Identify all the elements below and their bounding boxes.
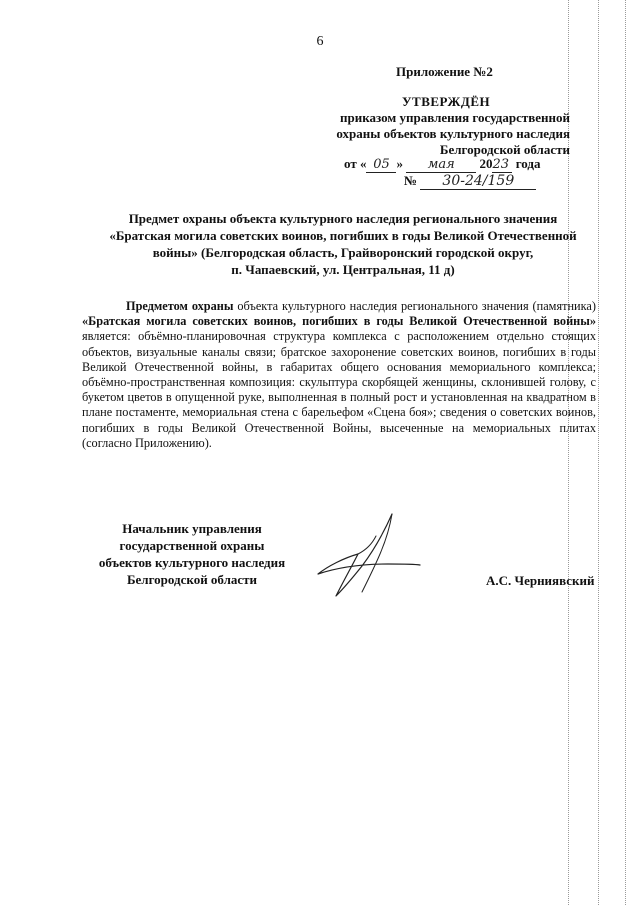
page-edge-line <box>625 0 626 905</box>
signatory-title-line: государственной охраны <box>119 538 265 553</box>
appendix-label: Приложение №2 <box>396 64 493 79</box>
date-year-handwritten: 23 <box>492 157 512 173</box>
signer-name: А.С. Черниявский <box>486 573 595 588</box>
handwritten-signature <box>314 510 424 602</box>
order-prefix: № <box>404 173 421 188</box>
date-prefix: от « <box>344 156 367 171</box>
order-number-handwritten: 30-24/159 <box>420 173 536 190</box>
body-text-part: объекта культурного наследия регионального значения (памятника) <box>233 299 596 313</box>
order-number <box>404 173 536 190</box>
date-suffix: года <box>512 156 541 171</box>
page-edge-line <box>598 0 599 905</box>
date-day-handwritten: 05 <box>366 157 396 173</box>
title-line: Предмет охраны объекта культурного наследия регионального значения <box>128 211 558 226</box>
body-text-part: является: объёмно-планировочная структура комплекса с расположением отдельно стоящих объектов, визуальные каналы связи; братское захоронение советских воинов, погибших в годы Великой Отечественной войны, в габаритах общего основания мемориального комплекса; объёмно-пространственная композиция: скульптура скорбящей женщины, склонившей голову, с букетом цветов в опущенной руке, выполненная в полный рост и установленная на квадратном в плане постаменте, мемориальная стена с барельефом «Сцена боя»; сведения о советских воинов, погибших в годы Великой Отечественной Войны, высеченные на мемориальных плитах (согласно Приложению). <box>82 329 596 450</box>
body-paragraph <box>82 299 596 451</box>
approval-line: охраны объектов культурного наследия <box>336 126 570 141</box>
approval-line: приказом управления государственной <box>340 110 570 125</box>
protection-subject-title <box>88 210 598 278</box>
approval-date <box>344 156 541 173</box>
signatory-title-line: Белгородской области <box>126 572 258 587</box>
signatory-title-line: Начальник управления <box>122 521 262 536</box>
approval-line: Белгородской области <box>439 142 570 157</box>
signatory-title-line: объектов культурного наследия <box>98 555 286 570</box>
page-number: 6 <box>316 34 324 49</box>
date-mid: » <box>396 156 403 171</box>
title-line: п. Чапаевский, ул. Центральная, 11 д) <box>231 262 455 277</box>
date-year-prefix: 20 <box>479 156 493 171</box>
title-line: войны» (Белгородская область, Грайворонский городской округ, <box>152 245 534 260</box>
title-line: «Братская могила советских воинов, погибших в годы Великой Отечественной <box>109 228 577 243</box>
lead-phrase: Предметом охраны <box>126 299 234 313</box>
object-name: «Братская могила советских воинов, погибших в годы Великой Отечественной войны» <box>82 314 596 329</box>
date-month-handwritten: мая <box>406 157 476 173</box>
signatory-title <box>88 520 296 588</box>
approved-stamp: УТВЕРЖДЁН <box>402 94 491 109</box>
